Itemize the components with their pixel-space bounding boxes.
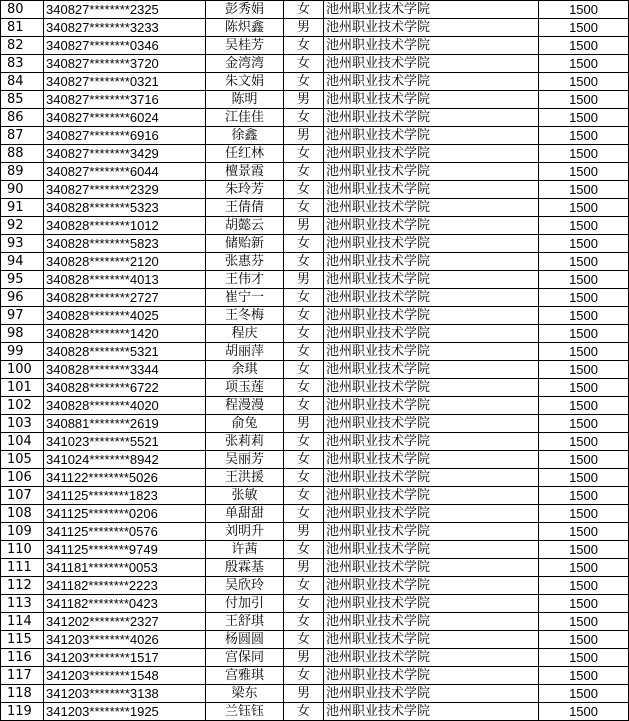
- gender: 男: [284, 91, 324, 109]
- table-row: [1, 127, 629, 145]
- gender: 女: [284, 613, 324, 631]
- row-number: 80: [1, 1, 44, 19]
- subsidy-amount: 1500: [539, 667, 629, 685]
- student-name: 吴欣玲: [206, 577, 284, 595]
- id-number: 340828********5321: [44, 343, 206, 361]
- row-number: 102: [1, 397, 44, 415]
- table-row: [1, 325, 629, 343]
- subsidy-amount: 1500: [539, 217, 629, 235]
- row-number: 87: [1, 127, 44, 145]
- table-row: [1, 577, 629, 595]
- student-name: 张敏: [206, 487, 284, 505]
- student-name: 王伟才: [206, 271, 284, 289]
- id-number: 341203********4026: [44, 631, 206, 649]
- student-name: 许茜: [206, 541, 284, 559]
- row-number: 106: [1, 469, 44, 487]
- gender: 女: [284, 109, 324, 127]
- row-number: 85: [1, 91, 44, 109]
- table-row: [1, 523, 629, 541]
- id-number: 341023********5521: [44, 433, 206, 451]
- student-name: 单甜甜: [206, 505, 284, 523]
- gender: 女: [284, 451, 324, 469]
- gender: 女: [284, 253, 324, 271]
- student-name: 陈炽鑫: [206, 19, 284, 37]
- id-number: 340827********0346: [44, 37, 206, 55]
- student-name: 崔宁一: [206, 289, 284, 307]
- subsidy-amount: 1500: [539, 55, 629, 73]
- subsidy-amount: 1500: [539, 433, 629, 451]
- student-name: 张惠芬: [206, 253, 284, 271]
- gender: 女: [284, 505, 324, 523]
- school-name: 池州职业技术学院: [324, 127, 539, 145]
- school-name: 池州职业技术学院: [324, 397, 539, 415]
- student-name: 朱文娟: [206, 73, 284, 91]
- subsidy-amount: 1500: [539, 631, 629, 649]
- row-number: 103: [1, 415, 44, 433]
- row-number: 105: [1, 451, 44, 469]
- row-number: 109: [1, 523, 44, 541]
- student-name: 杨圆圆: [206, 631, 284, 649]
- id-number: 340828********5323: [44, 199, 206, 217]
- gender: 女: [284, 667, 324, 685]
- school-name: 池州职业技术学院: [324, 217, 539, 235]
- subsidy-amount: 1500: [539, 307, 629, 325]
- table-row: [1, 361, 629, 379]
- id-number: 340828********5823: [44, 235, 206, 253]
- school-name: 池州职业技术学院: [324, 235, 539, 253]
- school-name: 池州职业技术学院: [324, 145, 539, 163]
- id-number: 340828********1420: [44, 325, 206, 343]
- school-name: 池州职业技术学院: [324, 19, 539, 37]
- gender: 女: [284, 541, 324, 559]
- table-row: [1, 253, 629, 271]
- gender: 女: [284, 145, 324, 163]
- gender: 女: [284, 199, 324, 217]
- id-number: 341125********9749: [44, 541, 206, 559]
- row-number: 101: [1, 379, 44, 397]
- gender: 女: [284, 37, 324, 55]
- table-row: [1, 1, 629, 19]
- table-row: [1, 415, 629, 433]
- student-name: 胡丽萍: [206, 343, 284, 361]
- student-name: 项玉莲: [206, 379, 284, 397]
- student-name: 王冬梅: [206, 307, 284, 325]
- student-name: 程漫漫: [206, 397, 284, 415]
- subsidy-amount: 1500: [539, 685, 629, 703]
- row-number: 89: [1, 163, 44, 181]
- subsidy-amount: 1500: [539, 523, 629, 541]
- id-number: 340828********1012: [44, 217, 206, 235]
- table-row: [1, 163, 629, 181]
- id-number: 341024********8942: [44, 451, 206, 469]
- subsidy-amount: 1500: [539, 235, 629, 253]
- id-number: 340827********3716: [44, 91, 206, 109]
- subsidy-amount: 1500: [539, 649, 629, 667]
- school-name: 池州职业技术学院: [324, 613, 539, 631]
- student-name: 付加引: [206, 595, 284, 613]
- gender: 女: [284, 73, 324, 91]
- id-number: 340828********4020: [44, 397, 206, 415]
- school-name: 池州职业技术学院: [324, 595, 539, 613]
- student-name: 殷霖基: [206, 559, 284, 577]
- gender: 女: [284, 361, 324, 379]
- gender: 女: [284, 577, 324, 595]
- gender: 男: [284, 415, 324, 433]
- student-name: 吴桂芳: [206, 37, 284, 55]
- table-row: [1, 109, 629, 127]
- row-number: 95: [1, 271, 44, 289]
- student-name: 梁东: [206, 685, 284, 703]
- table-row: [1, 397, 629, 415]
- id-number: 340828********6722: [44, 379, 206, 397]
- subsidy-amount: 1500: [539, 343, 629, 361]
- id-number: 341125********0206: [44, 505, 206, 523]
- table-row: [1, 55, 629, 73]
- student-name: 徐鑫: [206, 127, 284, 145]
- row-number: 91: [1, 199, 44, 217]
- subsidy-amount: 1500: [539, 163, 629, 181]
- row-number: 111: [1, 559, 44, 577]
- id-number: 340827********3233: [44, 19, 206, 37]
- school-name: 池州职业技术学院: [324, 379, 539, 397]
- row-number: 88: [1, 145, 44, 163]
- school-name: 池州职业技术学院: [324, 109, 539, 127]
- student-name: 刘明升: [206, 523, 284, 541]
- subsidy-amount: 1500: [539, 253, 629, 271]
- school-name: 池州职业技术学院: [324, 487, 539, 505]
- student-name: 程庆: [206, 325, 284, 343]
- table-row: [1, 505, 629, 523]
- table-row: [1, 703, 629, 721]
- row-number: 114: [1, 613, 44, 631]
- subsidy-amount: 1500: [539, 379, 629, 397]
- table-row: [1, 667, 629, 685]
- gender: 女: [284, 1, 324, 19]
- gender: 男: [284, 685, 324, 703]
- row-number: 98: [1, 325, 44, 343]
- school-name: 池州职业技术学院: [324, 505, 539, 523]
- id-number: 340827********3720: [44, 55, 206, 73]
- gender: 女: [284, 397, 324, 415]
- student-name: 王洪援: [206, 469, 284, 487]
- row-number: 94: [1, 253, 44, 271]
- row-number: 86: [1, 109, 44, 127]
- gender: 女: [284, 181, 324, 199]
- table-row: [1, 235, 629, 253]
- school-name: 池州职业技术学院: [324, 55, 539, 73]
- gender: 女: [284, 325, 324, 343]
- table-row: [1, 631, 629, 649]
- school-name: 池州职业技术学院: [324, 199, 539, 217]
- table-row: [1, 595, 629, 613]
- gender: 男: [284, 19, 324, 37]
- id-number: 341203********1925: [44, 703, 206, 721]
- gender: 男: [284, 649, 324, 667]
- school-name: 池州职业技术学院: [324, 37, 539, 55]
- row-number: 82: [1, 37, 44, 55]
- row-number: 117: [1, 667, 44, 685]
- gender: 男: [284, 559, 324, 577]
- row-number: 83: [1, 55, 44, 73]
- school-name: 池州职业技术学院: [324, 559, 539, 577]
- gender: 女: [284, 307, 324, 325]
- student-name: 储贻新: [206, 235, 284, 253]
- school-name: 池州职业技术学院: [324, 469, 539, 487]
- gender: 女: [284, 595, 324, 613]
- school-name: 池州职业技术学院: [324, 433, 539, 451]
- gender: 女: [284, 631, 324, 649]
- subsidy-amount: 1500: [539, 613, 629, 631]
- subsidy-amount: 1500: [539, 19, 629, 37]
- subsidy-amount: 1500: [539, 73, 629, 91]
- student-name: 余琪: [206, 361, 284, 379]
- gender: 女: [284, 433, 324, 451]
- row-number: 116: [1, 649, 44, 667]
- student-name: 吴丽芳: [206, 451, 284, 469]
- id-number: 341181********0053: [44, 559, 206, 577]
- row-number: 119: [1, 703, 44, 721]
- student-name: 俞兔: [206, 415, 284, 433]
- id-number: 340828********4025: [44, 307, 206, 325]
- row-number: 112: [1, 577, 44, 595]
- student-name: 朱玲芳: [206, 181, 284, 199]
- student-name: 陈明: [206, 91, 284, 109]
- subsidy-amount: 1500: [539, 127, 629, 145]
- gender: 女: [284, 487, 324, 505]
- subsidy-amount: 1500: [539, 577, 629, 595]
- row-number: 107: [1, 487, 44, 505]
- table-row: [1, 73, 629, 91]
- id-number: 341125********0576: [44, 523, 206, 541]
- student-name: 胡懿云: [206, 217, 284, 235]
- subsidy-amount: 1500: [539, 541, 629, 559]
- gender: 男: [284, 271, 324, 289]
- gender: 男: [284, 127, 324, 145]
- table-row: [1, 379, 629, 397]
- row-number: 104: [1, 433, 44, 451]
- subsidy-amount: 1500: [539, 325, 629, 343]
- school-name: 池州职业技术学院: [324, 1, 539, 19]
- id-number: 341203********1517: [44, 649, 206, 667]
- table-row: [1, 307, 629, 325]
- school-name: 池州职业技术学院: [324, 91, 539, 109]
- subsidy-amount: 1500: [539, 703, 629, 721]
- student-name: 王舒琪: [206, 613, 284, 631]
- student-name: 张莉莉: [206, 433, 284, 451]
- row-number: 115: [1, 631, 44, 649]
- gender: 女: [284, 703, 324, 721]
- subsidy-amount: 1500: [539, 271, 629, 289]
- row-number: 97: [1, 307, 44, 325]
- table-row: [1, 685, 629, 703]
- student-name: 王倩倩: [206, 199, 284, 217]
- table-row: [1, 289, 629, 307]
- school-name: 池州职业技术学院: [324, 181, 539, 199]
- subsidy-amount: 1500: [539, 91, 629, 109]
- school-name: 池州职业技术学院: [324, 667, 539, 685]
- id-number: 340827********6916: [44, 127, 206, 145]
- subsidy-amount: 1500: [539, 559, 629, 577]
- row-number: 90: [1, 181, 44, 199]
- gender: 女: [284, 343, 324, 361]
- table-row: [1, 451, 629, 469]
- row-number: 96: [1, 289, 44, 307]
- subsidy-amount: 1500: [539, 199, 629, 217]
- table-row: [1, 271, 629, 289]
- row-number: 81: [1, 19, 44, 37]
- school-name: 池州职业技术学院: [324, 271, 539, 289]
- school-name: 池州职业技术学院: [324, 325, 539, 343]
- id-number: 340827********3429: [44, 145, 206, 163]
- table-row: [1, 343, 629, 361]
- school-name: 池州职业技术学院: [324, 649, 539, 667]
- school-name: 池州职业技术学院: [324, 253, 539, 271]
- row-number: 99: [1, 343, 44, 361]
- student-name: 彭秀娟: [206, 1, 284, 19]
- school-name: 池州职业技术学院: [324, 631, 539, 649]
- school-name: 池州职业技术学院: [324, 541, 539, 559]
- id-number: 341182********2223: [44, 577, 206, 595]
- table-body: [1, 1, 629, 721]
- row-number: 113: [1, 595, 44, 613]
- id-number: 340827********6024: [44, 109, 206, 127]
- id-number: 341203********3138: [44, 685, 206, 703]
- id-number: 340828********2120: [44, 253, 206, 271]
- subsidy-amount: 1500: [539, 487, 629, 505]
- table-row: [1, 559, 629, 577]
- student-name: 任红林: [206, 145, 284, 163]
- id-number: 340827********2325: [44, 1, 206, 19]
- subsidy-amount: 1500: [539, 397, 629, 415]
- table-row: [1, 541, 629, 559]
- school-name: 池州职业技术学院: [324, 685, 539, 703]
- student-name: 宫保同: [206, 649, 284, 667]
- gender: 女: [284, 289, 324, 307]
- id-number: 341203********1548: [44, 667, 206, 685]
- table-row: [1, 37, 629, 55]
- subsidy-amount: 1500: [539, 505, 629, 523]
- gender: 女: [284, 55, 324, 73]
- id-number: 340828********2727: [44, 289, 206, 307]
- gender: 女: [284, 469, 324, 487]
- row-number: 110: [1, 541, 44, 559]
- id-number: 340827********0321: [44, 73, 206, 91]
- row-number: 93: [1, 235, 44, 253]
- gender: 女: [284, 235, 324, 253]
- table-row: [1, 217, 629, 235]
- school-name: 池州职业技术学院: [324, 577, 539, 595]
- table-row: [1, 649, 629, 667]
- subsidy-amount: 1500: [539, 37, 629, 55]
- subsidy-amount: 1500: [539, 595, 629, 613]
- table-row: [1, 19, 629, 37]
- id-number: 340827********2329: [44, 181, 206, 199]
- school-name: 池州职业技术学院: [324, 73, 539, 91]
- subsidy-amount: 1500: [539, 145, 629, 163]
- subsidy-amount: 1500: [539, 415, 629, 433]
- school-name: 池州职业技术学院: [324, 307, 539, 325]
- student-name: 兰钰钰: [206, 703, 284, 721]
- id-number: 341122********5026: [44, 469, 206, 487]
- id-number: 340881********2619: [44, 415, 206, 433]
- subsidy-amount: 1500: [539, 289, 629, 307]
- table-row: [1, 433, 629, 451]
- subsidy-amount: 1500: [539, 1, 629, 19]
- id-number: 340828********3344: [44, 361, 206, 379]
- id-number: 341202********2327: [44, 613, 206, 631]
- row-number: 92: [1, 217, 44, 235]
- student-name: 江佳佳: [206, 109, 284, 127]
- student-name: 金湾湾: [206, 55, 284, 73]
- gender: 男: [284, 523, 324, 541]
- student-name: 宫雅琪: [206, 667, 284, 685]
- school-name: 池州职业技术学院: [324, 451, 539, 469]
- school-name: 池州职业技术学院: [324, 415, 539, 433]
- student-name: 檀景霞: [206, 163, 284, 181]
- row-number: 118: [1, 685, 44, 703]
- subsidy-amount: 1500: [539, 181, 629, 199]
- id-number: 340828********4013: [44, 271, 206, 289]
- school-name: 池州职业技术学院: [324, 163, 539, 181]
- id-number: 340827********6044: [44, 163, 206, 181]
- table-row: [1, 145, 629, 163]
- subsidy-amount: 1500: [539, 109, 629, 127]
- row-number: 100: [1, 361, 44, 379]
- row-number: 84: [1, 73, 44, 91]
- table-row: [1, 91, 629, 109]
- school-name: 池州职业技术学院: [324, 523, 539, 541]
- row-number: 108: [1, 505, 44, 523]
- school-name: 池州职业技术学院: [324, 703, 539, 721]
- table-row: [1, 613, 629, 631]
- table-row: [1, 199, 629, 217]
- gender: 女: [284, 163, 324, 181]
- school-name: 池州职业技术学院: [324, 343, 539, 361]
- table-row: [1, 487, 629, 505]
- id-number: 341125********1823: [44, 487, 206, 505]
- gender: 男: [284, 217, 324, 235]
- subsidy-amount: 1500: [539, 361, 629, 379]
- table-row: [1, 181, 629, 199]
- subsidy-amount: 1500: [539, 469, 629, 487]
- table-row: [1, 469, 629, 487]
- gender: 女: [284, 379, 324, 397]
- id-number: 341182********0423: [44, 595, 206, 613]
- school-name: 池州职业技术学院: [324, 289, 539, 307]
- subsidy-amount: 1500: [539, 451, 629, 469]
- school-name: 池州职业技术学院: [324, 361, 539, 379]
